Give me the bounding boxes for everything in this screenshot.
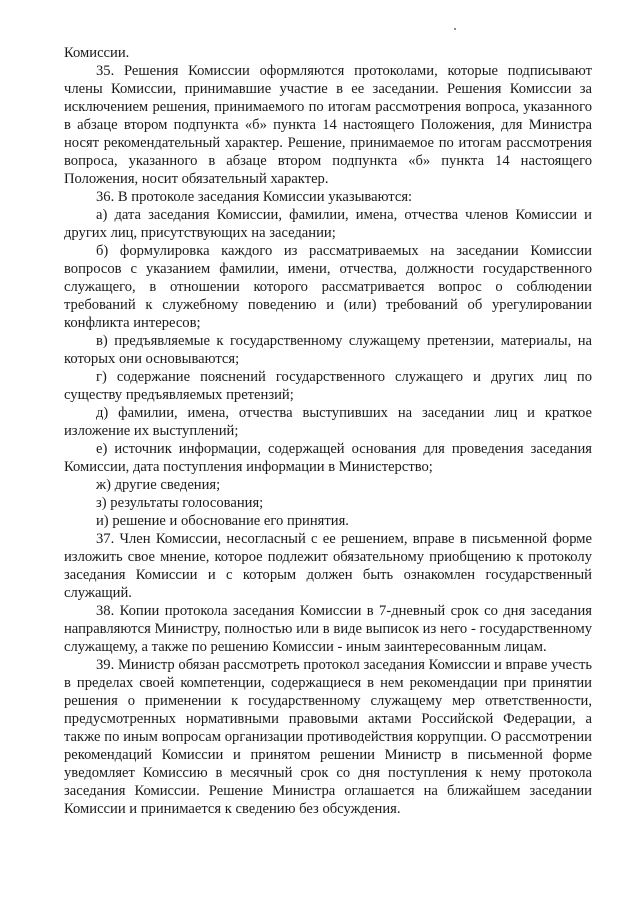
paragraph-37: 37. Член Комиссии, несогласный с ее решением, вправе в письменной форме изложить свое мнение, которое подлежит обязательному приобщению к протоколу заседания Комиссии и с которым должен быть ознакомлен государственный служащий. <box>64 531 592 601</box>
paragraph-39: 39. Министр обязан рассмотреть протокол заседания Комиссии и вправе учесть в пределах своей компетенции, содержащиеся в нем рекомендации при принятии решения о применении к государственному служащему мер ответственности, предусмотренных нормативными правовыми актами Российской Федерации, а также по иным вопросам организации противодействия коррупции. О рассмотрении рекомендаций Комиссии и принятом решении Министр в письменной форме уведомляет Комиссию в месячный срок со дня поступления к нему протокола заседания Комиссии. Решение Министра оглашается на ближайшем заседании Комиссии и принимается к сведению без обсуждения. <box>64 657 592 817</box>
paragraph-36-z: з) результаты голосования; <box>96 495 264 511</box>
paragraph-36-b: б) формулировка каждого из рассматриваемых на заседании Комиссии вопросов с указанием фамилии, имени, отчества, должности государственного служащего, в отношении которого рассматривается вопрос о соблюдении требований к служебному поведению и (или) требований об урегулировании конфликта интересов; <box>64 243 592 331</box>
paragraph-36-g: г) содержание пояснений государственного служащего и других лиц по существу предъявляемых претензий; <box>64 369 592 403</box>
paragraph-36-zh: ж) другие сведения; <box>96 477 221 493</box>
paragraph-36-i: и) решение и обоснование его принятия. <box>96 513 349 529</box>
paragraph-continuation: Комиссии. <box>64 45 130 61</box>
paragraph-36-d: д) фамилии, имена, отчества выступивших на заседании лиц и краткое изложение их выступлений; <box>64 405 592 439</box>
paragraph-36-e: е) источник информации, содержащей основания для проведения заседания Комиссии, дата поступления информации в Министерство; <box>64 441 592 475</box>
paragraph-35: 35. Решения Комиссии оформляются протоколами, которые подписывают члены Комиссии, принимавшие участие в ее заседании. Решения Комиссии за исключением решения, принимаемого по итогам рассмотрения вопроса, указанного в абзаце втором подпункта «б» пункта 14 настоящего Положения, для Министра носят рекомендательный характер. Решение, принимаемое по итогам рассмотрения вопроса, указанного в абзаце втором подпункта «б» пункта 14 настоящего Положения, носит обязательный характер. <box>64 63 592 187</box>
paragraph-36: 36. В протоколе заседания Комиссии указываются: <box>96 189 413 205</box>
paragraph-36-a: а) дата заседания Комиссии, фамилии, имена, отчества членов Комиссии и других лиц, присутствующих на заседании; <box>64 207 592 241</box>
document-page <box>64 44 592 818</box>
paragraph-36-v: в) предъявляемые к государственному служащему претензии, материалы, на которых они основываются; <box>64 333 592 367</box>
paragraph-38: 38. Копии протокола заседания Комиссии в 7-дневный срок со дня заседания направляются Министру, полностью или в виде выписок из него - государственному служащему, а также по решению Комиссии - иным заинтересованным лицам. <box>64 603 592 655</box>
scan-speck <box>454 28 456 30</box>
